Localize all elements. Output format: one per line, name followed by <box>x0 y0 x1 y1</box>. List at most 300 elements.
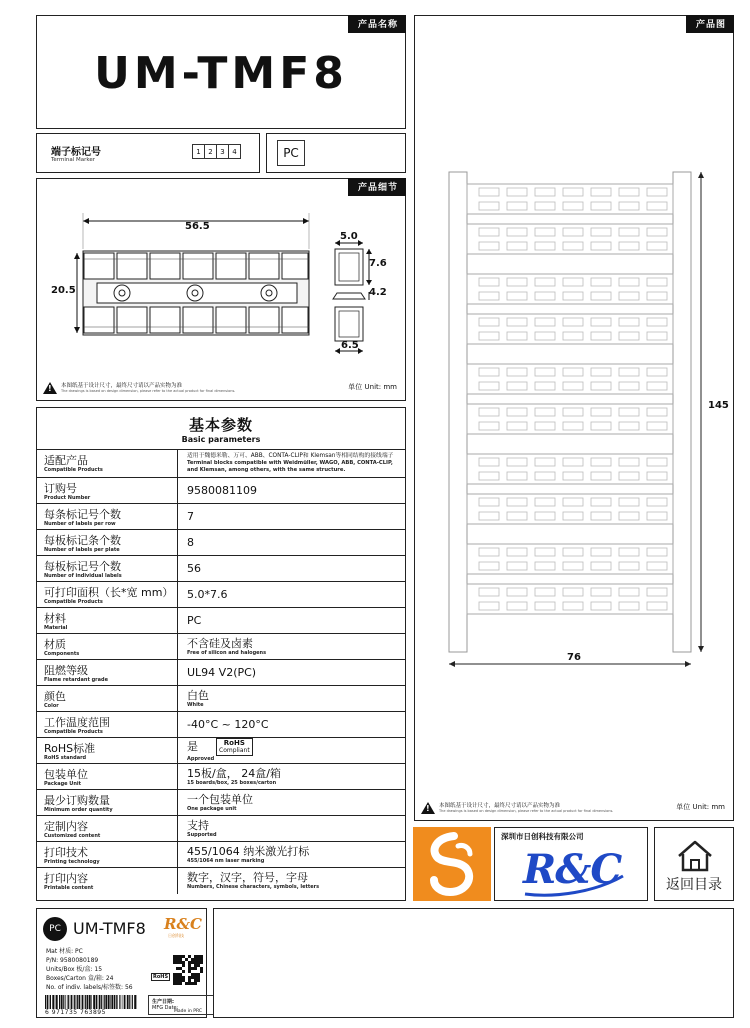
barcode-bar <box>65 995 66 1009</box>
param-value-text: 8 <box>187 536 194 549</box>
param-label-cell <box>37 816 178 841</box>
param-label-en: Printing technology <box>44 859 100 865</box>
plate-cell <box>647 512 667 520</box>
plate-cell <box>563 498 583 506</box>
plate-cell <box>563 382 583 390</box>
label-line: P/N: 9580080189 <box>46 957 99 964</box>
param-label-cell <box>37 738 178 763</box>
param-value-cell <box>178 842 405 867</box>
details-warning-en: The drawings is based on design dimension, please refer to the actual product for final dimensions. <box>61 389 236 394</box>
marker-chip-group <box>192 144 240 159</box>
param-value-text: 是 <box>187 740 198 753</box>
plate-cell <box>563 562 583 570</box>
plate-cell <box>647 188 667 196</box>
qr-module <box>194 976 197 979</box>
param-value-en: White <box>187 701 204 708</box>
param-value-text: 56 <box>187 562 201 575</box>
qr-module <box>197 973 200 976</box>
plate-cell <box>619 498 639 506</box>
param-value-text: -40°C ~ 120°C <box>187 718 269 731</box>
plate-cell <box>647 472 667 480</box>
param-value-text: PC <box>187 614 202 627</box>
plate-cell <box>591 498 611 506</box>
param-value <box>187 738 405 756</box>
param-row <box>37 556 405 582</box>
label-line: Boxes/Carton 盒/箱: 24 <box>46 975 114 982</box>
param-value <box>187 588 405 601</box>
param-value <box>187 536 405 549</box>
qr-module <box>182 955 185 958</box>
plate-cell <box>507 188 527 196</box>
param-row <box>37 764 405 790</box>
param-value <box>187 871 405 884</box>
plate-cell <box>591 458 611 466</box>
qr-module <box>200 961 203 964</box>
label-logo: R&C <box>164 915 202 933</box>
plate-cell <box>535 242 555 250</box>
brand-swoosh <box>495 872 645 902</box>
param-value-cell <box>178 660 405 685</box>
plate-cell <box>507 368 527 376</box>
param-label: 包装单位 <box>44 768 88 781</box>
plate-cell <box>647 202 667 210</box>
qr-module <box>188 967 191 970</box>
qr-module <box>191 961 194 964</box>
plate-cell <box>591 562 611 570</box>
barcode-bar <box>91 995 92 1009</box>
plate-dim-width: 76 <box>567 652 581 663</box>
dim-width: 56.5 <box>185 221 210 232</box>
plate-cell <box>563 548 583 556</box>
plate-cell <box>563 458 583 466</box>
qr-module <box>179 958 182 961</box>
param-value-cell <box>178 738 405 763</box>
qr-module <box>176 967 179 970</box>
param-row <box>37 790 405 816</box>
plate-cell <box>507 292 527 300</box>
qr-module <box>197 961 200 964</box>
plate-cell <box>591 512 611 520</box>
plate-cell <box>591 242 611 250</box>
plate-cell <box>507 242 527 250</box>
material-panel <box>266 133 406 173</box>
qr-module <box>176 979 179 982</box>
dim-cell-height: 7.6 <box>369 258 387 269</box>
param-value-en: 455/1064 nm laser marking <box>187 857 265 864</box>
param-value-cell <box>178 686 405 711</box>
plate-cell <box>535 512 555 520</box>
param-value <box>187 614 405 627</box>
barcode-bar <box>93 995 95 1009</box>
terminal-marker-subtitle: Terminal Marker <box>51 157 96 163</box>
plate-cell <box>563 472 583 480</box>
barcode-bar <box>85 995 86 1009</box>
terminal-marker-title: 端子标记号 <box>51 147 101 158</box>
qr-module <box>179 982 182 985</box>
plate-cell <box>479 512 499 520</box>
param-value-cell <box>178 504 405 529</box>
qr-module <box>188 970 191 973</box>
plate-cell <box>563 588 583 596</box>
plate-cell <box>647 602 667 610</box>
plate-cell <box>479 278 499 286</box>
plate-cell <box>619 458 639 466</box>
plate-cell <box>619 408 639 416</box>
plate-cell <box>591 228 611 236</box>
label-line: Mat 材质: PC <box>46 948 83 955</box>
qr-module <box>188 979 191 982</box>
plate-cell <box>619 278 639 286</box>
qr-module <box>194 982 197 985</box>
param-row <box>37 608 405 634</box>
plate-cell <box>535 368 555 376</box>
label-info-lines <box>46 947 133 992</box>
plate-cell <box>479 408 499 416</box>
qr-module <box>176 955 179 958</box>
plate-cell <box>479 318 499 326</box>
qr-module <box>176 982 179 985</box>
param-value-text: 适用于魏德米勒、万可、ABB、CONTA-CLIP和 Klemsan等相同结构的接线端子 <box>187 452 394 459</box>
plate-dim-arrow <box>685 661 691 667</box>
param-label-cell <box>37 582 178 607</box>
param-row <box>37 660 405 686</box>
param-row <box>37 582 405 608</box>
plate-rail-right <box>673 172 691 652</box>
plate-cell <box>479 292 499 300</box>
plate-cell <box>535 228 555 236</box>
plate-cell <box>479 202 499 210</box>
plate-cell <box>563 228 583 236</box>
param-label-cell <box>37 712 178 737</box>
qr-module <box>200 955 203 958</box>
qr-module <box>173 982 176 985</box>
plate-cell <box>479 588 499 596</box>
plate-cell <box>507 228 527 236</box>
param-row <box>37 634 405 660</box>
plate-cell <box>591 422 611 430</box>
qr-module <box>179 979 182 982</box>
param-label-en: Number of labels per row <box>44 521 116 527</box>
barcode-bar <box>129 995 130 1009</box>
plate-cell <box>535 188 555 196</box>
param-value-cell <box>178 764 405 789</box>
qr-module <box>176 958 179 961</box>
param-label-cell <box>37 660 178 685</box>
param-value <box>187 767 405 780</box>
barcode-bar <box>119 995 120 1009</box>
qr-module <box>173 958 176 961</box>
param-label-en: Components <box>44 651 80 657</box>
plate-cell <box>619 368 639 376</box>
plate-cell <box>647 548 667 556</box>
plate-cell <box>619 382 639 390</box>
param-value-en: One package unit <box>187 805 237 812</box>
qr-module <box>173 979 176 982</box>
barcode-bar <box>132 995 133 1009</box>
plate-cell <box>535 498 555 506</box>
dim-height: 20.5 <box>51 285 76 296</box>
plate-cell <box>479 228 499 236</box>
label-product-name: UM-TMF8 <box>73 919 146 938</box>
param-label: 材料 <box>44 612 66 625</box>
param-value-text: UL94 V2(PC) <box>187 666 257 679</box>
plate-cell <box>563 512 583 520</box>
barcode-bar <box>134 995 136 1009</box>
brand-logo: R&C <box>523 846 622 893</box>
barcode-bar <box>114 995 115 1009</box>
qr-module <box>194 967 197 970</box>
brand-logo-mark <box>413 827 491 901</box>
details-unit: 单位 Unit: mm <box>348 383 397 391</box>
plate-cell <box>535 588 555 596</box>
plate-cell <box>591 188 611 196</box>
param-label: 可打印面积（长*宽 mm） <box>44 586 174 599</box>
qr-code-icon <box>173 955 203 985</box>
plate-cell <box>507 562 527 570</box>
param-label-cell <box>37 530 178 555</box>
param-label-en: Compatible Products <box>44 467 103 473</box>
barcode-bar <box>63 995 64 1009</box>
param-value-cell <box>178 868 405 894</box>
plate-cell <box>507 472 527 480</box>
qr-module <box>191 958 194 961</box>
plate-cell <box>563 188 583 196</box>
param-row <box>37 504 405 530</box>
plate-cell <box>563 408 583 416</box>
qr-module <box>188 964 191 967</box>
param-label-cell <box>37 634 178 659</box>
plate-cell <box>507 278 527 286</box>
plate-cell <box>591 278 611 286</box>
param-value <box>187 666 405 679</box>
plate-cell <box>619 548 639 556</box>
plate-cell <box>535 602 555 610</box>
plate-cell <box>535 202 555 210</box>
plate-cell <box>479 242 499 250</box>
param-row <box>37 868 405 894</box>
qr-module <box>194 964 197 967</box>
qr-module <box>179 955 182 958</box>
home-button[interactable] <box>654 827 734 901</box>
qr-module <box>197 955 200 958</box>
plate-cell <box>591 408 611 416</box>
param-label-cell <box>37 842 178 867</box>
plate-cell <box>479 548 499 556</box>
param-value-cell <box>178 478 405 503</box>
param-label-en: Compatible Products <box>44 729 103 735</box>
image-unit: 单位 Unit: mm <box>676 803 725 811</box>
plate-cell <box>591 588 611 596</box>
param-label-cell <box>37 686 178 711</box>
param-label: 适配产品 <box>44 454 88 467</box>
param-value-cell <box>178 556 405 581</box>
qr-module <box>194 958 197 961</box>
package-label <box>36 908 207 1018</box>
param-label-cell <box>37 764 178 789</box>
qr-module <box>179 967 182 970</box>
qr-module <box>179 973 182 976</box>
plate-cell <box>591 292 611 300</box>
param-value <box>187 793 405 806</box>
plate-cell <box>619 602 639 610</box>
product-name-tag: 产品名称 <box>348 15 406 33</box>
param-label-cell <box>37 556 178 581</box>
param-value-text: 455/1064 纳米激光打标 <box>187 844 310 858</box>
plate-cell <box>619 562 639 570</box>
qr-module <box>188 961 191 964</box>
plate-cell <box>507 408 527 416</box>
param-value <box>187 453 405 461</box>
qr-module <box>194 973 197 976</box>
barcode-bar <box>110 995 111 1009</box>
param-label-cell <box>37 478 178 503</box>
product-details-panel <box>36 178 406 401</box>
param-value-en: Approved <box>187 756 215 762</box>
qr-module <box>188 982 191 985</box>
param-label-en: Number of labels per plate <box>44 547 120 553</box>
plate-cell <box>591 318 611 326</box>
plate-cell <box>535 422 555 430</box>
plate-cell <box>507 422 527 430</box>
plate-cell <box>563 332 583 340</box>
label-logo-sub: 日创科技 <box>168 933 184 938</box>
label-line: Units/Box 板/盒: 15 <box>46 966 103 973</box>
qr-module <box>200 967 203 970</box>
params-header <box>37 408 405 450</box>
plate-cell <box>479 562 499 570</box>
param-value <box>187 689 405 702</box>
dim-cell-width: 5.0 <box>340 231 358 242</box>
qr-module <box>191 982 194 985</box>
barcode-bar <box>61 995 63 1009</box>
plate-cell <box>507 588 527 596</box>
param-label-en: Number of individual labels <box>44 573 122 579</box>
param-value-text: 数字，汉字，符号，字母 <box>187 871 308 884</box>
params-rows <box>37 450 405 894</box>
marker-chip: 1 <box>192 144 205 159</box>
param-value-text: 一个包装单位 <box>187 792 253 806</box>
image-warning <box>421 802 613 814</box>
barcode-bar <box>77 995 78 1009</box>
param-value-cell <box>178 608 405 633</box>
plate-cell <box>647 332 667 340</box>
plate-cell <box>479 472 499 480</box>
param-row <box>37 712 405 738</box>
plate-cell <box>535 292 555 300</box>
param-value-en: 15 boards/box, 25 boxes/carton <box>187 779 277 786</box>
qr-module <box>200 958 203 961</box>
product-name-panel <box>36 15 406 129</box>
param-value-text: 白色 <box>187 688 209 702</box>
label-material-badge: PC <box>43 917 67 941</box>
plate-cell <box>507 382 527 390</box>
param-label: 材质 <box>44 638 66 651</box>
blank-panel <box>213 908 734 1018</box>
details-warning <box>43 382 235 394</box>
param-label-cell <box>37 608 178 633</box>
mfg-date-cn: 生产日期: <box>152 999 174 1005</box>
barcode-bar <box>96 995 98 1009</box>
param-row <box>37 686 405 712</box>
qr-module <box>182 970 185 973</box>
param-value-text: 9580081109 <box>187 484 257 497</box>
barcode-bar <box>117 995 118 1009</box>
param-label-en: Product Number <box>44 495 91 501</box>
product-image-tag: 产品图 <box>686 15 734 33</box>
plate-cell <box>647 422 667 430</box>
param-label-en: Material <box>44 625 68 631</box>
param-label: 每条标记号个数 <box>44 508 121 521</box>
qr-module <box>197 976 200 979</box>
plate-cell <box>479 422 499 430</box>
param-label: 打印内容 <box>44 872 88 885</box>
plate-cell <box>647 408 667 416</box>
params-table <box>36 407 406 901</box>
param-value <box>187 819 405 832</box>
qr-module <box>185 958 188 961</box>
brand-mark-icon <box>414 828 492 902</box>
plate-cell <box>479 602 499 610</box>
qr-module <box>191 976 194 979</box>
plate-cell <box>591 202 611 210</box>
param-value-cell <box>178 530 405 555</box>
barcode-bar <box>111 995 113 1009</box>
param-value-en: Terminal blocks compatible with Weidmüller, WAGO, ABB, CONTA-CLIP, and Klemsan, among others, with the same structure. <box>187 460 393 474</box>
param-label: 工作温度范围 <box>44 716 110 729</box>
mfg-date-en: MFG Date: <box>152 1005 179 1011</box>
qr-module <box>173 961 176 964</box>
param-value-text: 15板/盒， 24盒/箱 <box>187 766 281 780</box>
plate-cell <box>535 382 555 390</box>
barcode-bar <box>122 995 123 1009</box>
home-icon <box>655 832 735 878</box>
plate-cell <box>563 242 583 250</box>
barcode-bar <box>105 995 107 1009</box>
plate-cell <box>647 318 667 326</box>
plate-cell <box>535 318 555 326</box>
warning-icon <box>43 382 57 394</box>
barcode-bar <box>71 995 73 1009</box>
plate-cell <box>619 472 639 480</box>
qr-module <box>191 967 194 970</box>
qr-module <box>182 961 185 964</box>
plate-cell <box>479 188 499 196</box>
dim-thickness: 4.2 <box>369 287 387 298</box>
rohs-compliant-badge <box>216 738 253 756</box>
qr-module <box>173 976 176 979</box>
barcode-bar <box>89 995 91 1009</box>
param-value <box>187 718 405 731</box>
param-label-en: Minimum order quantity <box>44 807 113 813</box>
barcode-bar <box>108 995 110 1009</box>
qr-module <box>194 979 197 982</box>
details-warning-cn: 本图纸基于设计尺寸，最终尺寸请以产品实物为准 <box>61 382 183 389</box>
qr-module <box>185 982 188 985</box>
plate-cell <box>507 318 527 326</box>
plate-cell <box>563 368 583 376</box>
qr-module <box>179 961 182 964</box>
barcode-bar <box>47 995 48 1009</box>
plate-cell <box>479 332 499 340</box>
qr-module <box>197 979 200 982</box>
material-chip: PC <box>277 140 305 166</box>
plate-cell <box>507 202 527 210</box>
qr-module <box>176 976 179 979</box>
image-warning-en: The drawings is based on design dimension, please refer to the actual product for final dimensions. <box>439 809 614 814</box>
plate-cell <box>507 548 527 556</box>
plate-cell <box>591 382 611 390</box>
plate-cell <box>619 292 639 300</box>
